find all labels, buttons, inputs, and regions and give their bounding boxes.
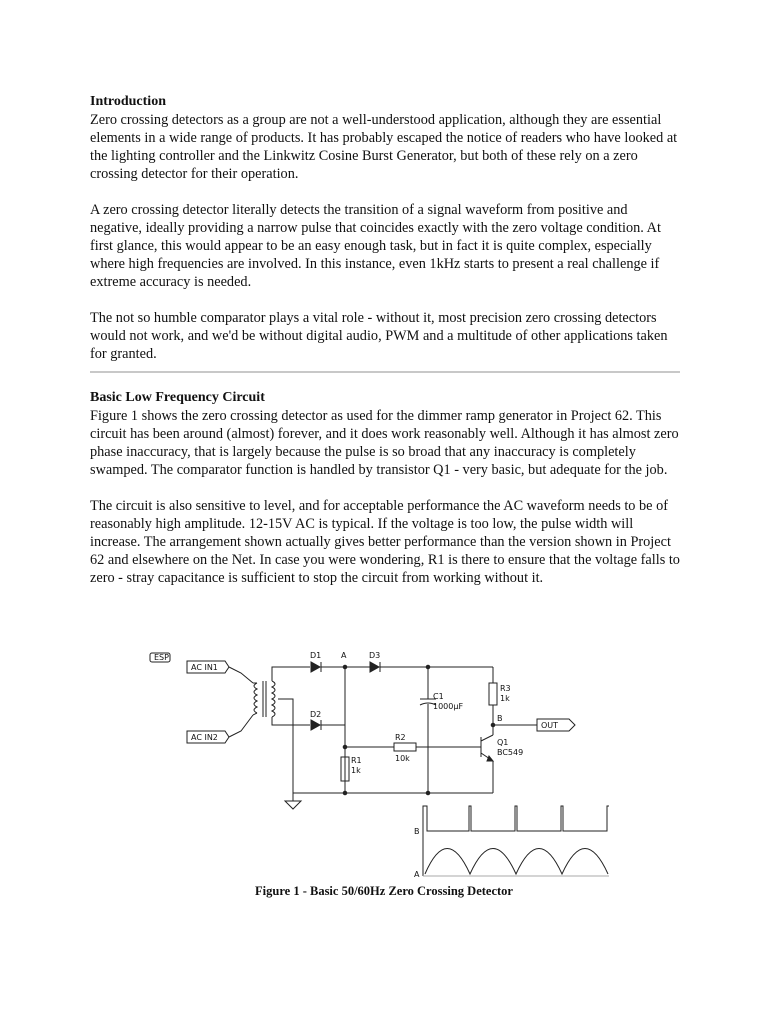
diode-d2 [311,720,320,730]
q1-value: BC549 [497,748,524,757]
r3-label: R3 [500,684,511,693]
article-body [90,93,680,587]
basic-circuit-heading: Basic Low Frequency Circuit [90,390,265,405]
transformer-primary [254,683,257,713]
basic-paragraph-2: The circuit is also sensitive to level, and for acceptable performance the AC waveform needs to be of reasonably high amplitude. 12-15V AC is typical. If the voltage is too low, the pulse width will increase. The arrangement shown actually gives better performance than the version shown in Project 62 and elsewhere on the Net. In case you were wondering, R1 is there to ensure that the voltage falls to zero - stray capacitance is sufficient to stop the circuit from working without it. [90,498,680,586]
d2-label: D2 [310,710,322,719]
ac-in1-label: AC IN1 [191,663,218,672]
node-a-label: A [341,651,347,660]
r2-label: R2 [395,733,406,742]
intro-heading: Introduction [90,94,166,109]
wave-a-label: A [414,870,420,879]
r1-label: R1 [351,756,362,765]
d1-label: D1 [310,651,322,660]
wave-b-label: B [414,827,420,836]
c1-label: C1 [433,692,444,701]
transformer-secondary [272,681,275,717]
figure-1-schematic [145,643,625,883]
r1-value: 1k [351,766,361,775]
intro-paragraph-3: The not so humble comparator plays a vital role - without it, most precision zero crossing detectors would not work, and we'd be without digital audio, PWM and a multitude of other applications taken for granted. [90,310,668,362]
node-b-label: B [497,714,503,723]
ground-icon [285,801,301,809]
intro-paragraph-2: A zero crossing detector literally detects the transition of a signal waveform from positive and negative, ideally providing a narrow pulse that coincides exactly with the zero voltage condition. At first glance, this would appear to be an easy enough task, but in fact it is quite complex, especially where high frequencies are involved. In this instance, even 1kHz starts to present a real challenge if extreme accuracy is needed. [90,202,661,290]
esp-logo-text: ESP [154,653,169,662]
out-label: OUT [541,721,559,730]
r2-value: 10k [395,754,410,763]
ac-in2-label: AC IN2 [191,733,218,742]
figure-1-caption: Figure 1 - Basic 50/60Hz Zero Crossing Detector [255,884,513,898]
c1-value: 1000µF [433,702,464,711]
diode-d3 [370,662,379,672]
diode-d1 [311,662,320,672]
r3-value: 1k [500,694,510,703]
intro-paragraph-1: Zero crossing detectors as a group are not a well-understood application, although they are essential elements in a wide range of products. It has probably escaped the notice of readers who have looked at the lighting controller and the Linkwitz Cosine Burst Generator, but both of these rely on a zero crossing detector for their operation. [90,112,678,182]
resistor-r2 [394,743,416,751]
section-divider [90,371,680,373]
q1-label: Q1 [497,738,509,747]
d3-label: D3 [369,651,381,660]
waveform-diagram [423,806,609,876]
resistor-r3 [489,683,497,705]
basic-paragraph-1: Figure 1 shows the zero crossing detector as used for the dimmer ramp generator in Project 62. This circuit has been around (almost) forever, and it does work reasonably well. Although it has almost zero phase inaccuracy, that is largely because the pulse is so broad that any inaccuracy is completely swamped. The comparator function is handled by transistor Q1 - very basic, but adequate for the job. [90,408,679,478]
